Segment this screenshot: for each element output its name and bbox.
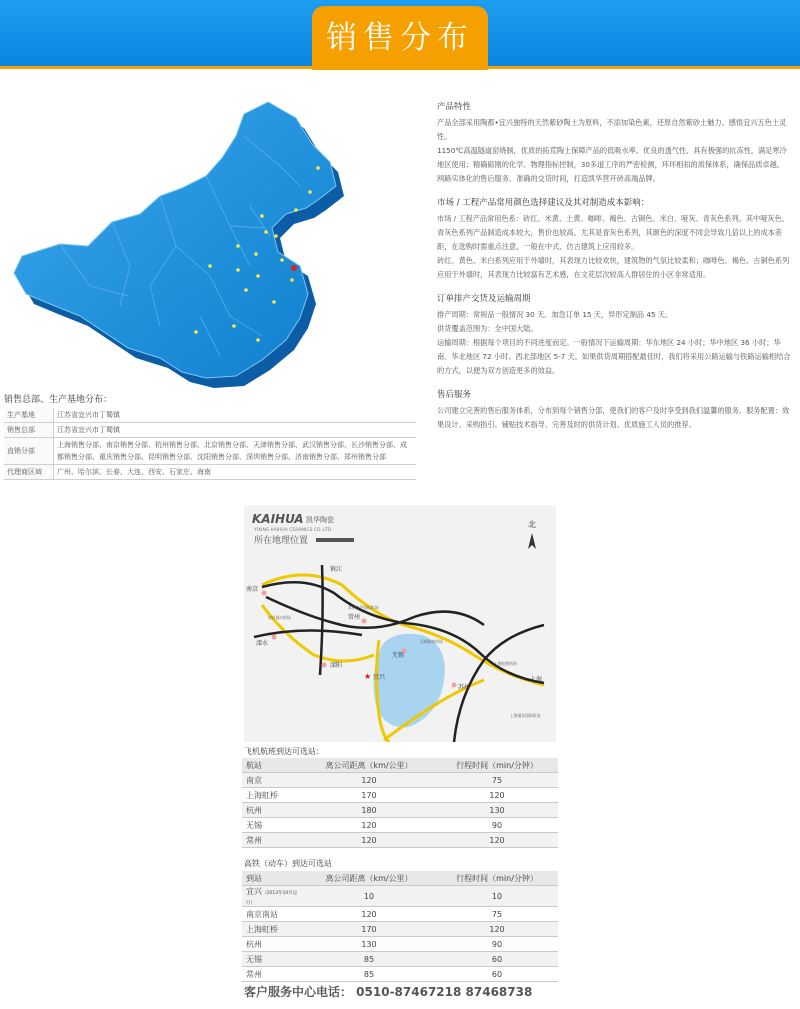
rail-table <box>242 871 558 982</box>
table-row <box>4 408 416 423</box>
table-row <box>242 803 558 818</box>
table-row <box>242 833 558 848</box>
cell: 170 <box>302 922 436 937</box>
table-row <box>4 423 416 438</box>
table-row <box>242 952 558 967</box>
cell: 常州 <box>242 967 302 982</box>
table-header <box>242 758 558 773</box>
cell: 90 <box>436 818 558 833</box>
cell: 75 <box>436 773 558 788</box>
cell: 85 <box>302 952 436 967</box>
cell: 杭州 <box>242 937 302 952</box>
cell: 无锡 <box>242 952 302 967</box>
north-label: 北 <box>528 520 536 529</box>
section-title: 销售分布 <box>312 6 488 70</box>
row-value: 广州、哈尔滨、长春、大连、西安、石家庄、海南 <box>54 465 417 480</box>
service-hotline: 客户服务中心电话： 0510-87467218 87468738 <box>244 985 533 999</box>
cell <box>242 886 302 907</box>
order-title: 订单排产交货及运输周期 <box>437 294 531 304</box>
order-section <box>437 292 792 378</box>
city-nanjing: 南京 <box>246 586 259 593</box>
station-name: 宜兴 <box>246 887 262 896</box>
header-cell: 到站 <box>242 871 302 886</box>
cell: 120 <box>302 818 436 833</box>
table-row <box>242 788 558 803</box>
city-changzhou: 常州 <box>348 614 361 621</box>
color-title: 市场 / 工程产品常用颜色选择建议及其对制造成本影响： <box>437 198 650 208</box>
base-table <box>4 408 416 480</box>
header-cell: 航站 <box>242 758 302 773</box>
cell: 90 <box>436 937 558 952</box>
row-key: 代理商区域 <box>4 465 54 480</box>
cell: 杭州 <box>242 803 302 818</box>
color-section <box>437 196 792 282</box>
features-p3: 网路实体化的售后服务、准确的交货时间，打造凯华营开砖高端品牌。 <box>437 174 660 183</box>
color-p1: 市场 / 工程产品常用色系：砖红、米黄、土黄、咖啡、褐色、古铜色、米白、哑灰、青灰色系列。其中哑灰色、青灰色系列产品制造成本较大，售价也较高。尤其是青灰色系列，其颜色的深度不同会导致几倍以上的成本差距，在选购时需重点注意，一般在中式、仿古建筑上应用较多。 <box>437 214 789 251</box>
city-yixing: 宜兴 <box>373 674 386 681</box>
cell: 120 <box>436 922 558 937</box>
base-title: 销售总部、生产基地分布： <box>4 395 113 405</box>
order-p1: 排产周期：常规品一般情况 30 天、加急订单 15 天，异形定制品 45 天。 <box>437 310 673 319</box>
cell: 南京 <box>242 773 302 788</box>
brand-cn: 凯华陶瓷 <box>306 516 334 524</box>
cell: 180 <box>302 803 436 818</box>
header-cell: 行程时间（min/分钟） <box>436 758 558 773</box>
city-lishui: 溧水 <box>256 640 269 647</box>
rail-title: 高铁（动车）到达可选站 <box>244 859 332 868</box>
table-row <box>242 907 558 922</box>
cell: 120 <box>302 907 436 922</box>
table-row <box>242 922 558 937</box>
airport-hongqiao: 上海虹桥机场 <box>494 661 517 666</box>
china-distribution-map <box>0 96 420 396</box>
cell: 120 <box>436 833 558 848</box>
cell: 170 <box>302 788 436 803</box>
order-p3: 运输周期：根据每个项目的不同进度而定。一般情况下运输周期：华东地区 24 小时；华中地区 36 小时；华南、华北地区 72 小时。西北部地区 5-7 天。如果供货周期搭配最佳时，我们将采用公路运输与铁路运输相结合的方式，以便为双方创造更多的效益。 <box>437 338 791 375</box>
yixing-star-icon: ★ <box>364 672 372 681</box>
cell: 120 <box>302 773 436 788</box>
row-value: 江苏省宜兴市丁蜀镇 <box>54 423 417 438</box>
service-p1: 公司建立完善的售后服务体系，分布到每个销售分部，使我们的客户及时享受到我们温馨的服务。服务配置：效果设计、采购指引、铺贴技术指导、完善及时的供货计划、优质施工人员的推荐。 <box>437 406 790 429</box>
air-table <box>242 758 558 848</box>
cell: 85 <box>302 967 436 982</box>
cell: 常州 <box>242 833 302 848</box>
header-cell: 离公司距离（km/公里） <box>302 871 436 886</box>
table-row <box>242 937 558 952</box>
airport-pudong: 上海浦东国际机场 <box>510 713 541 718</box>
service-section <box>437 388 792 432</box>
airport-nanjing: 南京禄口机场 <box>268 615 291 620</box>
cell: 无锡 <box>242 818 302 833</box>
cell: 10 <box>436 886 558 907</box>
city-shanghai: 上海 <box>530 676 543 683</box>
row-key: 直销分部 <box>4 438 54 465</box>
table-row <box>242 773 558 788</box>
air-title: 飞机航班到达可选站： <box>244 747 324 756</box>
table-row <box>4 465 416 480</box>
cell: 75 <box>436 907 558 922</box>
table-row <box>242 967 558 982</box>
row-key: 销售总部 <box>4 423 54 438</box>
north-arrow-icon <box>528 533 536 549</box>
features-p1: 产品全部采用陶都•宜兴独特的天然紫砂陶土为原料，不添加染色素，还原自然紫砂土魅力、感悟宜兴五色土灵性。 <box>437 118 787 141</box>
cell: 南京南站 <box>242 907 302 922</box>
row-key: 生产基地 <box>4 408 54 423</box>
airport-wuxi: 无锡硕放机场 <box>420 639 443 644</box>
table-row <box>4 438 416 465</box>
features-title: 产品特性 <box>437 102 472 112</box>
brand-en: YIXING KAIHUA CERAMICS CO.,LTD <box>254 528 332 533</box>
airport-changzhou: 常州奔牛国际机场 <box>348 605 379 610</box>
cell: 上海虹桥 <box>242 788 302 803</box>
city-liyang: 溧阳 <box>330 662 343 669</box>
cell: 120 <box>302 833 436 848</box>
cell: 130 <box>436 803 558 818</box>
location-route-map <box>244 505 556 742</box>
features-p2: 1150℃高温隧道窑烧制，优质的拓荒陶土保障产品的低吸水率、优良的透气性、具有极强的抗冻性，满足寒冷地区使用；精确砺刚的化学、物理指标控制，30多道工序的严密检测，环环相扣的质保体系，确保品质卓越。 <box>437 146 787 169</box>
table-header <box>242 871 558 886</box>
cell: 120 <box>436 788 558 803</box>
order-p2: 供货覆盖范围为：全中国大陆。 <box>437 324 538 333</box>
cell: 上海虹桥 <box>242 922 302 937</box>
city-suzhou: 苏州 <box>458 684 471 691</box>
cell: 10 <box>302 886 436 907</box>
header-cell: 行程时间（min/分钟） <box>436 871 558 886</box>
map-subtitle: 所在地理位置 <box>254 536 309 546</box>
city-zhenjiang: 镇江 <box>330 566 343 573</box>
cell: 60 <box>436 952 558 967</box>
row-value: 上海销售分部、南京销售分部、杭州销售分部、北京销售分部、天津销售分部、武汉销售分部、长沙销售分部、成都销售分部、重庆销售分部、昆明销售分部、沈阳销售分部、深圳销售分部、济南销售分部、郑州销售分部 <box>54 438 417 465</box>
service-title: 售后服务 <box>437 390 472 400</box>
station-note: （2013年10月运行） <box>246 891 298 906</box>
row-value: 江苏省宜兴市丁蜀镇 <box>54 408 417 423</box>
color-p2: 砖红、黄色、米白系列应用于外墙时，其表现力比较欢快，建筑物的气氛比较柔和；咖啡色、褐色、古铜色系列应用于外墙时，其表现力比较富有艺术感，在文花层次较高人群居住的小区非常适用。 <box>437 256 790 279</box>
cell: 130 <box>302 937 436 952</box>
cell: 60 <box>436 967 558 982</box>
brand-logo: KAIHUA <box>252 512 304 526</box>
features-section <box>437 100 792 186</box>
header-cell: 离公司距离（km/公里） <box>302 758 436 773</box>
city-wuxi: 无锡 <box>392 652 405 659</box>
info-panel <box>437 100 792 442</box>
table-row <box>242 886 558 907</box>
subtitle-bar <box>316 538 354 542</box>
base-distribution <box>4 392 424 480</box>
table-row <box>242 818 558 833</box>
